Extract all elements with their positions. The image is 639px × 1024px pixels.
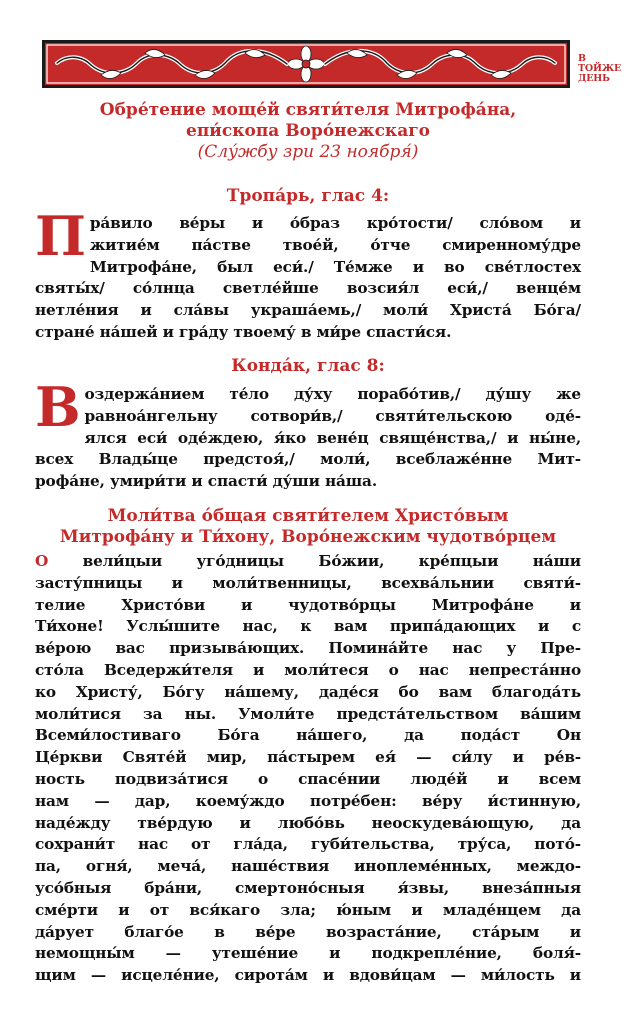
text-line: немощны́м — утеше́ние и подкрепле́ние, боля́- — [35, 944, 581, 963]
text-line: нам — дар, коему́ждо потре́бен: ве́ру и́стинную, — [35, 791, 581, 810]
side-note-line: ТОЙЖЕ — [578, 63, 622, 74]
prayer-first-line: вели́цыи уго́дницы Бо́жии, кре́пцыи на́ши — [48, 552, 581, 570]
text-line: наде́жду тве́рдую и любо́вь неоскудева́ющую, да — [35, 813, 581, 832]
title-line-1: Обре́тение моще́й святи́теля Митрофа́на, — [99, 100, 517, 120]
prayer-heading — [30, 506, 586, 548]
text-line — [35, 551, 581, 573]
text-line: па, огня́, меча́, наше́ствия иноплеме́нных, междо- — [35, 857, 581, 876]
text-line: телие Христо́ви и чудотво́рцы Митрофа́не и — [35, 595, 581, 614]
kontakion-text — [35, 375, 581, 493]
text-line: засту́пницы и моли́твенницы, всехва́льнии святи́- — [35, 573, 581, 592]
text-line: стране́ на́шей и гра́ду твоему́ в ми́ре спасти́ся. — [35, 322, 452, 341]
ornament-vine-icon — [45, 43, 567, 85]
text-line: равноа́нгельну сотвори́в,/ святи́тельскою оде́- — [84, 406, 581, 425]
text-line: ра́вило ве́ры и о́браз кро́тости/ сло́вом и — [89, 214, 581, 232]
text-line: щим — исцеле́ние, сирота́м и вдови́цам — ми́лость и — [35, 966, 581, 985]
text-line: рофа́не, умири́ти и спасти́ ду́ши на́ша. — [35, 472, 377, 491]
troparion-heading: Тропа́рь, глас 4: — [226, 186, 390, 206]
text-line: сохрани́т нас от гла́да, губи́тельства, тру́са, пото́- — [35, 835, 581, 854]
prayer-initial: О — [35, 552, 49, 570]
prayer-heading-line-1: Моли́тва о́бщая святи́телем Христо́вым — [107, 506, 509, 526]
kontakion-heading: Конда́к, глас 8: — [231, 356, 385, 376]
prayer-heading-line-2: Митрофа́ну и Ти́хону, Воро́нежским чудотво́рцем — [59, 527, 557, 547]
text-line: ко Христу́, Бо́гу на́шему, даде́ся бо вам благода́ть — [35, 682, 581, 701]
text-line: да́рует благо́е в ве́ре возраста́ние, ста́рым и — [35, 922, 581, 941]
text-line: ве́рою вас призыва́ющих. Помина́йте нас у Пре- — [35, 639, 581, 658]
side-note — [578, 54, 636, 84]
text-line: всех Влады́це предстоя́,/ моли́, всеблаже́нне Мит- — [35, 450, 581, 469]
text-line: моли́тися за ны. Умоли́те предста́тельством ва́шим — [35, 704, 581, 723]
ornament-header-band — [42, 40, 570, 88]
title-line-2: епи́скопа Воро́нежскаго — [186, 121, 430, 141]
text-line: житие́м па́стве твое́й, о́тче смиренному́дре — [89, 235, 581, 254]
troparion-text — [35, 204, 581, 344]
prayer-text — [35, 551, 581, 987]
text-line: Всеми́лостиваго Бо́га на́шего, да пода́ст Он — [35, 726, 581, 745]
text-line: оздержа́нием те́ло ду́ху порабо́тив,/ ду́шу же — [84, 385, 581, 403]
service-reference-note: (Слу́жбу зри 23 ноября́) — [197, 142, 419, 162]
text-line: усо́бныя бра́ни, смертоно́сныя я́звы, внеза́пныя — [35, 878, 581, 897]
text-line: ность подвиза́тися о спасе́нии люде́й и всем — [35, 769, 581, 788]
kontakion-dropcap: В — [35, 375, 81, 439]
side-note-line: В — [578, 53, 586, 64]
text-line: Це́ркви Святе́й мир, па́стырем ея́ — си́лу и ре́в- — [35, 748, 581, 767]
text-line: святы́х/ со́лнца светле́йше возсия́л еси́,/ венце́м — [35, 279, 581, 298]
text-line: сто́ла Вседержи́теля и моли́теся о нас непреста́нно — [35, 660, 581, 679]
text-line: сме́рти и от вся́каго зла; ю́ным и младе́нцем да — [35, 900, 581, 919]
feast-title — [30, 100, 586, 163]
side-note-line: ДЕНЬ — [578, 73, 610, 84]
text-line: ялся еси́ оде́ждею, я́ко вене́ц свяще́нства,/ и ны́не, — [84, 428, 581, 447]
text-line: Ти́хоне! Услы́шите нас, к вам припа́дающих и с — [35, 617, 581, 636]
text-line: Митрофа́не, был еси́./ Те́мже и во све́тлостех — [89, 257, 581, 276]
text-line: нетле́ния и сла́вы украша́емь,/ моли́ Христа́ Бо́га/ — [35, 301, 581, 320]
troparion-dropcap: П — [35, 204, 86, 268]
